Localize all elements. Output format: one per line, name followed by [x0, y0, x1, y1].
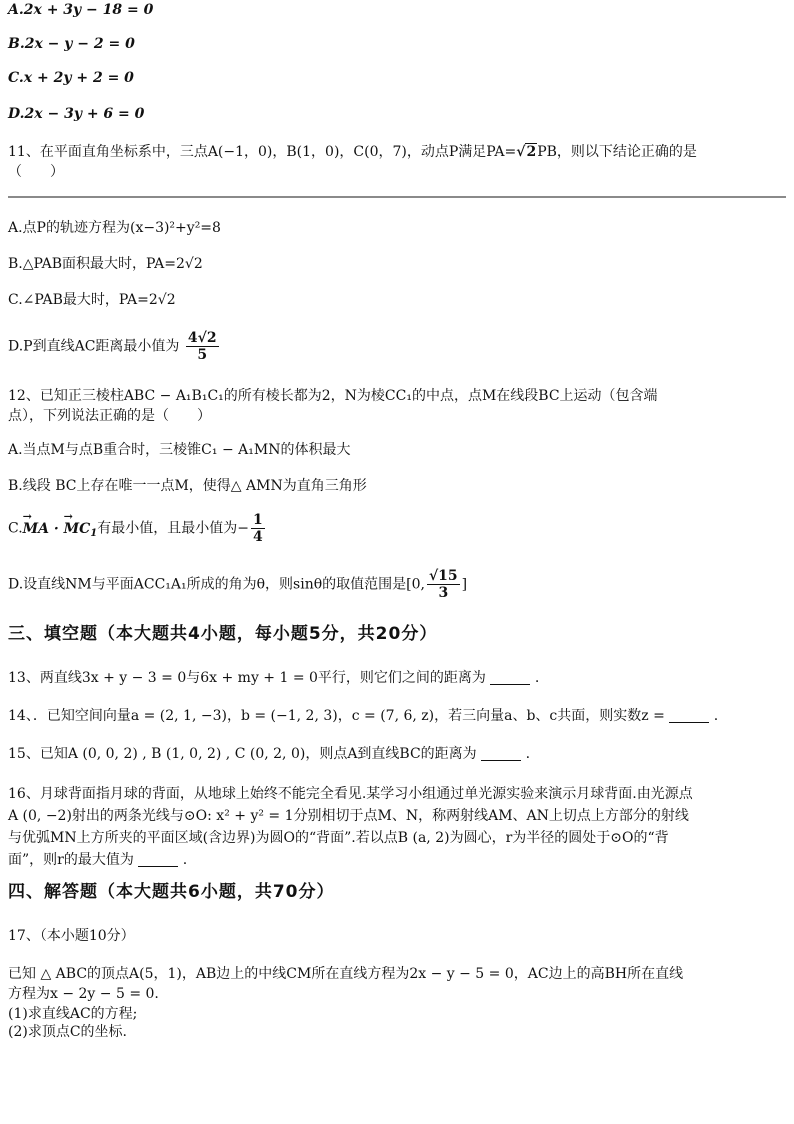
q15-answer-blank [481, 746, 521, 761]
q11-option-c: C.∠PAB最大时，PA=2√2 [8, 292, 176, 308]
q11-stem [8, 142, 697, 162]
q13: 13、两直线3x + y − 3 = 0与6x + my + 1 = 0平行，则它们之间的距离为 . [8, 670, 540, 686]
q16-line3: 与优弧MN上方所夹的平面区域(含边界)为圆O的“背面”.若以点B (a, 2)为圆心，r为半径的圆处于⊙O的“背 [8, 830, 669, 846]
q11-option-d [8, 330, 221, 363]
divider-line [8, 196, 786, 198]
q11-option-a: A.点P的轨迹方程为(x−3)²+y²=8 [8, 220, 221, 236]
q16-line1: 16、月球背面指月球的背面，从地球上始终不能完全看见.某学习小组通过单光源实验来演示月球背面.由光源点 [8, 786, 693, 802]
q15: 15、已知A (0, 0, 2) , B (1, 0, 2) , C (0, 2, 0)，则点A到直线BC的距离为 . [8, 746, 531, 762]
q17-line2: 方程为x − 2y − 5 = 0. [8, 986, 159, 1002]
q10-option-c: C.x + 2y + 2 = 0 [8, 70, 134, 86]
q17-part2: (2)求顶点C的坐标. [8, 1024, 127, 1040]
section-3-heading: 三、填空题（本大题共4小题，每小题5分，共20分） [8, 624, 438, 644]
sqrt-2-symbol: √2 [516, 144, 537, 160]
fraction-1-over-4: $\frac{1}{4}$ [253, 512, 263, 545]
section-4-heading: 四、解答题（本大题共6小题，共70分） [8, 882, 335, 902]
q16-line4: 面”，则r的最大值为 . [8, 852, 188, 868]
q14: 14、．已知空间向量a = (2, 1, −3)，b = (−1, 2, 3)，c = (7, 6, z)，若三向量a、b、c共面，则实数z = . [8, 708, 719, 724]
vector-dot-product: → MA · → $MC_1$ [23, 521, 98, 537]
q12-option-d-text: D.设直线NM与平面ACC₁A₁所成的角为θ，则sinθ的取值范围是[0, [8, 576, 425, 593]
q15-text: 15、已知A (0, 0, 2) , B (1, 0, 2) , C (0, 2, 0)，则点A到直线BC的距离为 [8, 746, 477, 762]
q12-option-d [8, 568, 467, 601]
q12-option-c-text: 有最小值，且最小值为− [97, 520, 249, 537]
q17-part1: (1)求直线AC的方程; [8, 1006, 138, 1022]
q12-stem-line1: 12、已知正三棱柱ABC − A₁B₁C₁的所有棱长都为2，N为棱CC₁的中点，点M在线段BC上运动（包含端 [8, 388, 658, 404]
q14-answer-blank [669, 708, 709, 723]
q10-option-a: A.2x + 3y − 18 = 0 [8, 2, 154, 18]
q16-line2: A (0, −2)射出的两条光线与⊙O: x² + y² = 1分别相切于点M、N，称两射线AM、AN上切点上方部分的射线 [8, 808, 689, 824]
q14-text: 14、．已知空间向量a = (2, 1, −3)，b = (−1, 2, 3)，c = (7, 6, z)，若三向量a、b、c共面，则实数z = [8, 708, 665, 724]
q13-answer-blank [490, 670, 530, 685]
q12-option-b: B.线段 BC上存在唯一一点M，使得△ AMN为直角三角形 [8, 478, 367, 494]
q16-answer-blank [138, 852, 178, 867]
q11-answer-bracket: （ ） [8, 164, 64, 180]
q13-text: 13、两直线3x + y − 3 = 0与6x + my + 1 = 0平行，则它们之间的距离为 [8, 670, 486, 686]
fraction-sqrt15-over-3: $\frac{√15}{3}$ [428, 568, 458, 601]
q11-stem-part2: PB，则以下结论正确的是 [537, 144, 697, 160]
fraction-4sqrt2-over-5: $\frac{4√2}{5}$ [187, 330, 217, 363]
q17-heading: 17、（本小题10分） [8, 928, 135, 944]
q10-option-b: B.2x − y − 2 = 0 [8, 36, 135, 52]
q12-option-c [8, 512, 267, 545]
q11-stem-part1: 11、在平面直角坐标系中，三点A(−1，0)，B(1，0)，C(0，7)，动点P满足PA= [8, 144, 517, 160]
q12-option-c-label: C. [8, 520, 23, 537]
q12-option-d-bracket: ] [461, 576, 468, 593]
q17-line1: 已知 △ ABC的顶点A(5，1)，AB边上的中线CM所在直线方程为2x − y − 5 = 0，AC边上的高BH所在直线 [8, 966, 684, 982]
q12-option-a: A.当点M与点B重合时，三棱锥C₁ − A₁MN的体积最大 [8, 442, 351, 458]
q12-stem-line2: 点），下列说法正确的是（ ） [8, 408, 211, 424]
q16-line4-text: 面”，则r的最大值为 [8, 852, 134, 868]
q10-option-d: D.2x − 3y + 6 = 0 [8, 106, 145, 122]
q11-option-d-text: D.P到直线AC距离最小值为 [8, 338, 180, 355]
q11-option-b: B.△PAB面积最大时，PA=2√2 [8, 256, 203, 272]
